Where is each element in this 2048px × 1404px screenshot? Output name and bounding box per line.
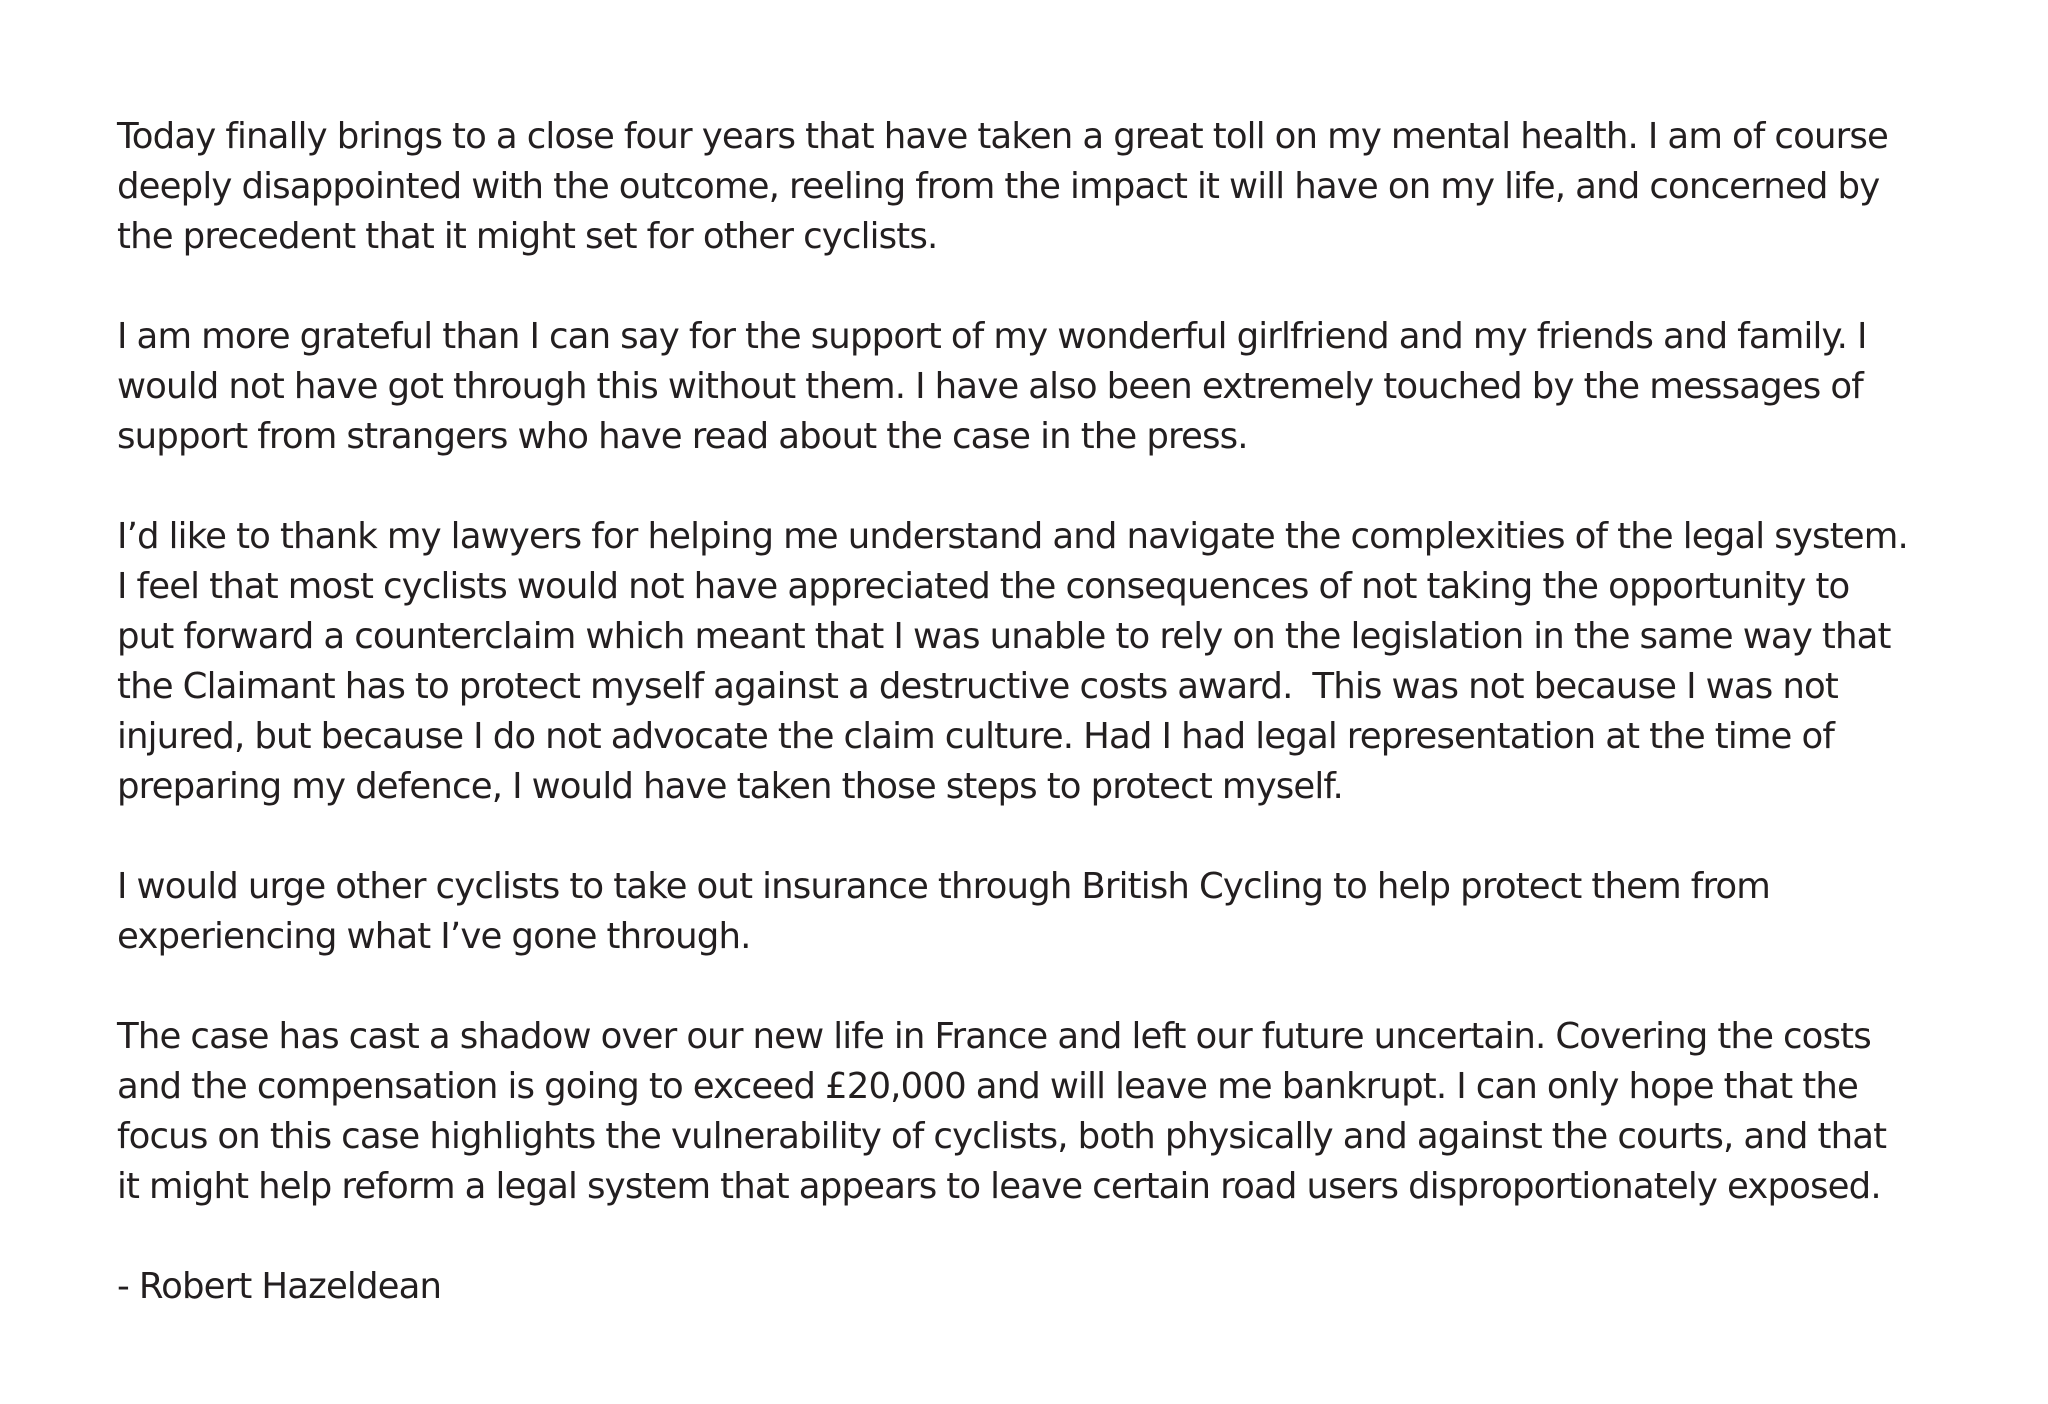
paragraph-line: Today finally brings to a close four years that have taken a great toll on my mental health. I am of course [117,116,1889,157]
paragraph-line: focus on this case highlights the vulnerability of cyclists, both physically and against the courts, and that [117,1116,1887,1157]
paragraph-5 [117,1012,1977,1212]
paragraph-line: would not have got through this without them. I have also been extremely touched by the messages of [117,366,1863,407]
paragraph-line: experiencing what I’ve gone through. [117,916,751,957]
statement-body [117,112,1977,1312]
paragraph-2 [117,312,1977,462]
paragraph-3 [117,512,1977,812]
paragraph-line: the Claimant has to protect myself against a destructive costs award. This was not because I was not [117,666,1838,707]
paragraph-line: preparing my defence, I would have taken those steps to protect myself. [117,766,1343,807]
paragraph-line: I’d like to thank my lawyers for helping me understand and navigate the complexities of the legal system. [117,516,1908,557]
paragraph-line: I am more grateful than I can say for the support of my wonderful girlfriend and my friends and family. I [117,316,1867,357]
paragraph-line: deeply disappointed with the outcome, reeling from the impact it will have on my life, and concerned by [117,166,1880,207]
paragraph-line: put forward a counterclaim which meant that I was unable to rely on the legislation in the same way that [117,616,1891,657]
paragraph-line: injured, but because I do not advocate the claim culture. Had I had legal representation at the time of [117,716,1835,757]
paragraph-line: the precedent that it might set for other cyclists. [117,216,938,257]
paragraph-line: it might help reform a legal system that appears to leave certain road users disproportionately exposed. [117,1166,1881,1207]
paragraph-line: I feel that most cyclists would not have appreciated the consequences of not taking the opportunity to [117,566,1850,607]
signature: - Robert Hazeldean [117,1266,442,1307]
paragraph-4 [117,862,1977,962]
paragraph-line: support from strangers who have read about the case in the press. [117,416,1248,457]
paragraph-1 [117,112,1977,262]
paragraph-line: I would urge other cyclists to take out insurance through British Cycling to help protect them from [117,866,1771,907]
paragraph-line: and the compensation is going to exceed £20,000 and will leave me bankrupt. I can only hope that the [117,1066,1858,1107]
paragraph-line: The case has cast a shadow over our new life in France and left our future uncertain. Covering the costs [117,1016,1871,1057]
